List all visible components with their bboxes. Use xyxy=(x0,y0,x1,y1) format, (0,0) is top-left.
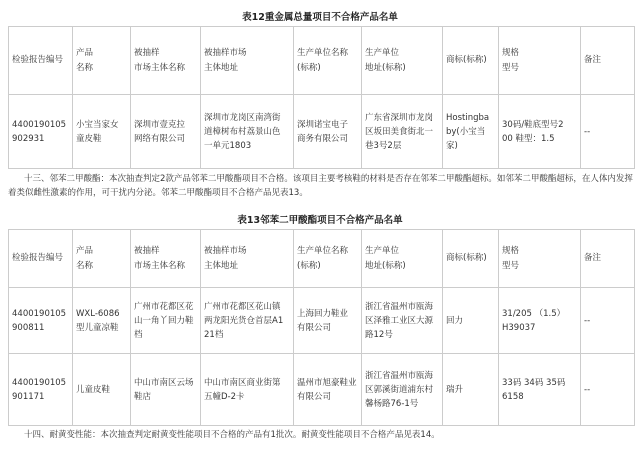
sampled-entity-cell: 广州市花都区花 山一角丫回力鞋 档 xyxy=(131,288,201,354)
producer-address-cell: 浙江省温州市瓯海 区郭溪街道浦东村 馨杨路76-1号 xyxy=(362,354,443,426)
report-number-cell: 4400190105 900811 xyxy=(9,288,73,354)
section-13-paragraph: 十三、邻苯二甲酸酯：本次抽查判定2款产品邻苯二甲酸酯项目不合格。该项目主要考核鞋的材料是否存在邻苯二甲酸酯超标。如邻苯二甲酸酯超标，在人体内发挥着类似雌性激素的作用，可干扰内分泌。邻苯二甲酸酯项目不合格产品见表13。 xyxy=(8,174,633,198)
header-cell: 规格 型号 xyxy=(499,27,581,95)
header-cell: 被抽样 市场主体名称 xyxy=(131,27,201,95)
product-name-cell: WXL-6086 型儿童凉鞋 xyxy=(73,288,131,354)
header-cell: 备注 xyxy=(581,27,635,95)
producer-name-cell: 深圳诺宝电子 商务有限公司 xyxy=(294,95,362,169)
remark-cell: -- xyxy=(581,288,635,354)
trademark-cell: Hostingba by(小宝当 家) xyxy=(443,95,499,169)
table12-title: 表12重金属总量项目不合格产品名单 xyxy=(242,12,398,23)
section-14-paragraph: 十四、耐黄变性能：本次抽查判定耐黄变性能项目不合格的产品有1批次。耐黄变性能项目不合格产品见表14。 xyxy=(24,430,440,440)
header-cell: 被抽样市场 主体地址 xyxy=(201,230,294,288)
header-cell: 生产单位名称 (标称) xyxy=(294,230,362,288)
trademark-cell: 瑞升 xyxy=(443,354,499,426)
sampled-address-cell: 广州市花都区花山镇 两龙阳光货仓首层A1 21档 xyxy=(201,288,294,354)
header-cell: 商标(标称) xyxy=(443,27,499,95)
producer-name-cell: 上海回力鞋业 有限公司 xyxy=(294,288,362,354)
producer-address-cell: 广东省深圳市龙岗 区坂田美食街北一 巷3号2层 xyxy=(362,95,443,169)
header-cell: 检验报告编号 xyxy=(9,27,73,95)
spec-cell: 30码/鞋底型号2 00 鞋型：1.5 xyxy=(499,95,581,169)
table13 xyxy=(8,229,635,426)
report-number-cell: 4400190105 901171 xyxy=(9,354,73,426)
sampled-address-cell: 深圳市龙岗区南湾街 道樟树布村荔景山色 一单元1803 xyxy=(201,95,294,169)
sampled-address-cell: 中山市南区商业街第 五幢D-2卡 xyxy=(201,354,294,426)
header-cell: 商标(标称) xyxy=(443,230,499,288)
header-cell: 生产单位 地址(标称) xyxy=(362,27,443,95)
header-cell: 规格 型号 xyxy=(499,230,581,288)
header-cell: 产品 名称 xyxy=(73,230,131,288)
table13-title: 表13邻苯二甲酸酯项目不合格产品名单 xyxy=(237,215,403,226)
remark-cell: -- xyxy=(581,95,635,169)
header-cell: 备注 xyxy=(581,230,635,288)
header-cell: 被抽样 市场主体名称 xyxy=(131,230,201,288)
report-number-cell: 4400190105 902931 xyxy=(9,95,73,169)
header-cell: 生产单位名称 (标称) xyxy=(294,27,362,95)
spec-cell: 33码 34码 35码 6158 xyxy=(499,354,581,426)
header-cell: 被抽样市场 主体地址 xyxy=(201,27,294,95)
header-cell: 生产单位 地址(标称) xyxy=(362,230,443,288)
table-row xyxy=(9,288,635,354)
sampled-entity-cell: 深圳市壹克拉 网络有限公司 xyxy=(131,95,201,169)
remark-cell: -- xyxy=(581,354,635,426)
spec-cell: 31/205 （1.5） H39037 xyxy=(499,288,581,354)
table-row xyxy=(9,95,635,169)
table12 xyxy=(8,26,635,169)
producer-name-cell: 温州市旭豪鞋业 有限公司 xyxy=(294,354,362,426)
product-name-cell: 小宝当家女 童皮鞋 xyxy=(73,95,131,169)
table-row xyxy=(9,354,635,426)
table13-header-row xyxy=(9,230,635,288)
trademark-cell: 回力 xyxy=(443,288,499,354)
header-cell: 产品 名称 xyxy=(73,27,131,95)
producer-address-cell: 浙江省温州市瓯海 区泽雅工业区大源 路12号 xyxy=(362,288,443,354)
table12-header-row xyxy=(9,27,635,95)
sampled-entity-cell: 中山市南区云场 鞋店 xyxy=(131,354,201,426)
product-name-cell: 儿童皮鞋 xyxy=(73,354,131,426)
header-cell: 检验报告编号 xyxy=(9,230,73,288)
